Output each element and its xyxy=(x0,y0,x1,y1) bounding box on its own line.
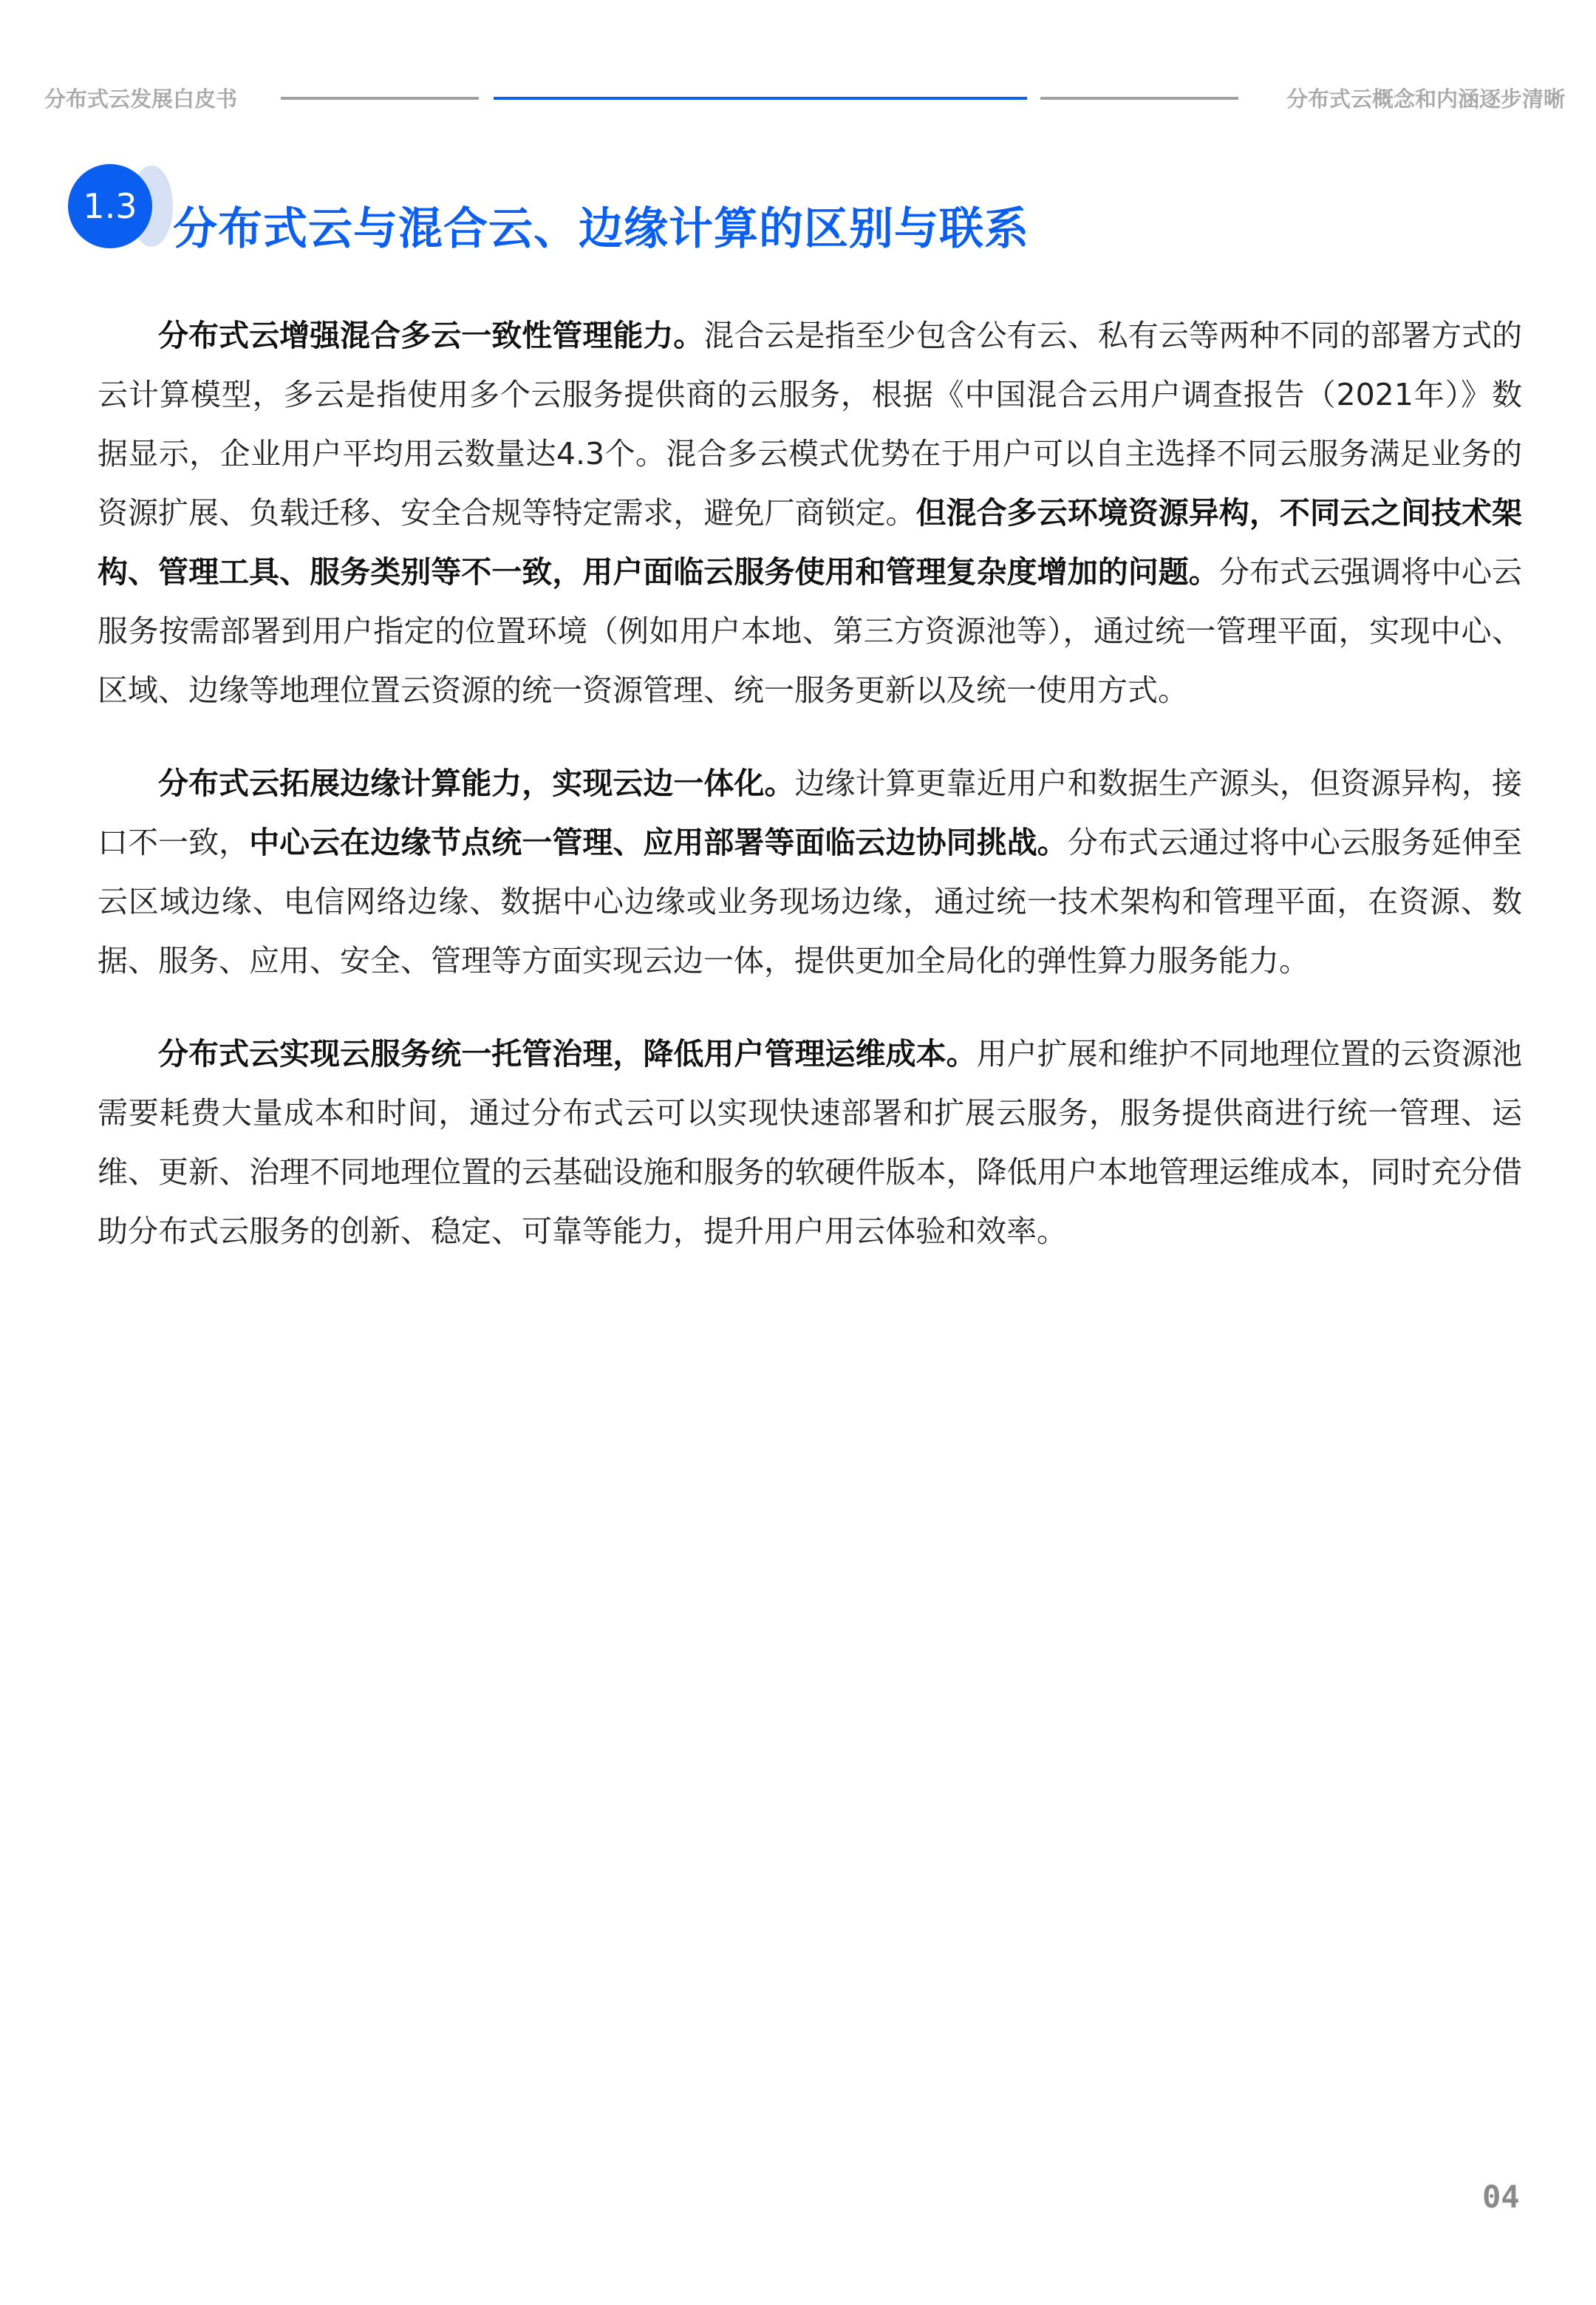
bold-text-segment: 分布式云实现云服务统一托管治理，降低用户管理运维成本。 xyxy=(158,1036,977,1072)
paragraph xyxy=(98,1024,1522,1261)
header-divider-left xyxy=(281,97,479,100)
bold-text-segment: 分布式云拓展边缘计算能力，实现云边一体化。 xyxy=(158,766,795,801)
paragraph xyxy=(98,754,1522,990)
header-title-right: 分布式云概念和内涵逐步清晰 xyxy=(1286,86,1565,112)
body-text xyxy=(98,306,1522,1295)
text-segment: 边缘计算更靠近用户和数据生产源头，但资源异构，接口不一致， xyxy=(98,766,1523,860)
page-number: 04 xyxy=(1482,2179,1520,2215)
bold-text-segment: 分布式云增强混合多云一致性管理能力。 xyxy=(158,318,704,353)
text-segment: 分布式云通过将中心云服务延伸至云区域边缘、电信网络边缘、数据中心边缘或业务现场边缘，通过统一技术架构和管理平面，在资源、数据、服务、应用、安全、管理等方面实现云边一体，提供更加全局化的弹性算力服务能力。 xyxy=(98,825,1523,978)
bold-text-segment: 中心云在边缘节点统一管理、应用部署等面临云边协同挑战。 xyxy=(249,825,1068,860)
bold-text-segment: 但混合多云环境资源异构，不同云之间技术架构、管理工具、服务类别等不一致，用户面临云服务使用和管理复杂度增加的问题。 xyxy=(98,495,1523,590)
section-number-badge: 1.3 xyxy=(68,164,152,248)
section-title: 分布式云与混合云、边缘计算的区别与联系 xyxy=(173,203,1029,255)
header-divider-right xyxy=(1040,97,1238,100)
text-segment: 用户扩展和维护不同地理位置的云资源池需要耗费大量成本和时间，通过分布式云可以实现快速部署和扩展云服务，服务提供商进行统一管理、运维、更新、治理不同地理位置的云基础设施和服务的软硬件版本，降低用户本地管理运维成本，同时充分借助分布式云服务的创新、稳定、可靠等能力，提升用户用云体验和效率。 xyxy=(98,1036,1523,1249)
header-divider-accent xyxy=(494,97,1027,100)
text-segment: 混合云是指至少包含公有云、私有云等两种不同的部署方式的云计算模型，多云是指使用多个云服务提供商的云服务，根据《中国混合云用户调查报告（2021年）》数据显示，企业用户平均用云数量达4.3个。混合多云模式优势在于用户可以自主选择不同云服务满足业务的资源扩展、负载迁移、安全合规等特定需求，避免厂商锁定。 xyxy=(98,318,1523,531)
paragraph xyxy=(98,306,1522,720)
text-segment: 分布式云强调将中心云服务按需部署到用户指定的位置环境（例如用户本地、第三方资源池等），通过统一管理平面，实现中心、区域、边缘等地理位置云资源的统一资源管理、统一服务更新以及统一使用方式。 xyxy=(98,554,1523,708)
header-title-left: 分布式云发展白皮书 xyxy=(44,86,238,112)
